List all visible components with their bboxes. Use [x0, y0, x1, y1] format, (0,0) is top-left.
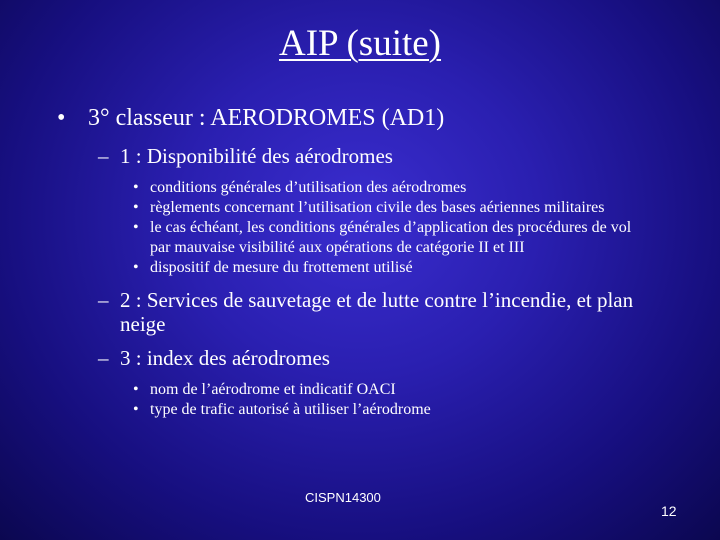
bullet-classeur	[0, 104, 720, 132]
bullet-marker: •	[133, 179, 139, 196]
subitem-text: règlements concernant l’utilisation civile des bases aériennes militaires	[150, 199, 605, 216]
item-text: 3 : index des aérodromes	[120, 346, 330, 370]
item-sauvetage	[0, 288, 720, 336]
footer-text: CISPN14300	[305, 490, 381, 505]
slide-content	[0, 104, 720, 430]
dash-marker: –	[98, 144, 109, 168]
item-index	[0, 346, 720, 370]
dash-marker: –	[98, 346, 109, 370]
bullet-marker: •	[133, 199, 139, 216]
bullet-text: 3° classeur : AERODROMES (AD1)	[88, 105, 445, 131]
page-number: 12	[661, 503, 677, 519]
subitem	[0, 380, 720, 400]
subitem-text: nom de l’aérodrome et indicatif OACI	[150, 381, 396, 398]
subitem	[0, 258, 720, 278]
dash-marker: –	[98, 288, 109, 312]
slide-title: AIP (suite)	[278, 23, 442, 64]
bullet-marker: •	[133, 259, 139, 276]
subitem-list-index	[0, 380, 720, 420]
subitem-text: type de trafic autorisé à utiliser l’aérodrome	[150, 401, 431, 418]
item-text: 2 : Services de sauvetage et de lutte contre l’incendie, et plan neige	[120, 288, 634, 336]
subitem	[0, 218, 720, 258]
subitem-text: le cas échéant, les conditions générales d’application des procédures de vol par mauvaise visibilité aux opérations de catégorie II et III	[150, 219, 632, 256]
subitem-list-disponibilite	[0, 178, 720, 278]
bullet-marker: •	[133, 219, 139, 236]
subitem	[0, 178, 720, 198]
subitem	[0, 198, 720, 218]
subitem	[0, 400, 720, 420]
item-disponibilite	[0, 144, 720, 168]
subitem-text: conditions générales d’utilisation des aérodromes	[150, 179, 467, 196]
bullet-marker: •	[133, 381, 139, 398]
bullet-marker: •	[133, 401, 139, 418]
subitem-text: dispositif de mesure du frottement utilisé	[150, 259, 413, 276]
item-text: 1 : Disponibilité des aérodromes	[120, 144, 393, 168]
bullet-marker: •	[57, 105, 66, 131]
